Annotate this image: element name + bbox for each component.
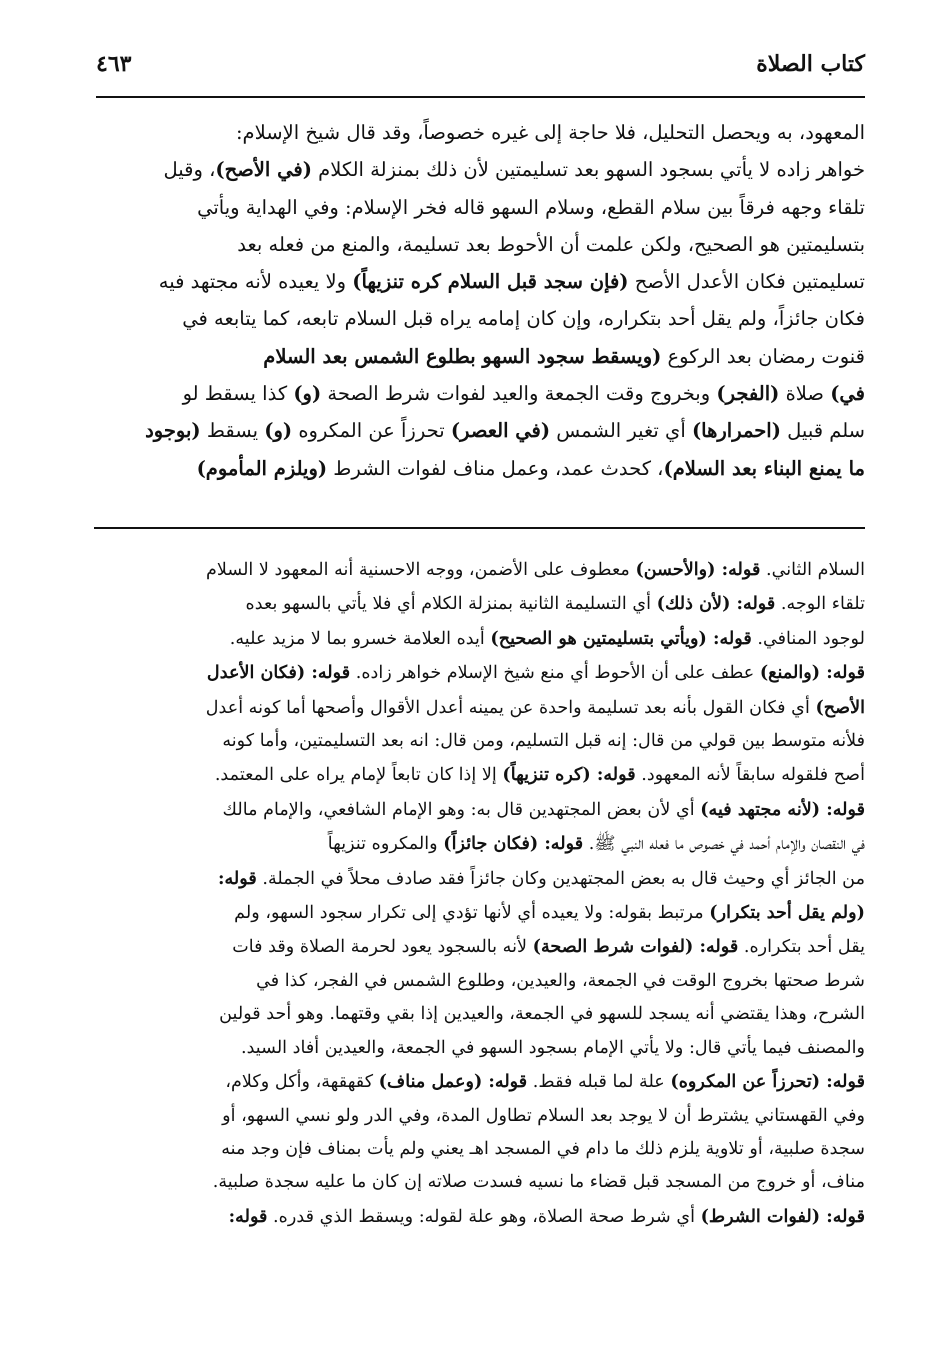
bold-segment: (في العصر) [450,419,551,443]
commentary-line [94,1166,865,1199]
text-segment: صلاة [779,382,831,406]
running-title: كتاب الصلاة [756,51,865,77]
commentary-line [94,998,865,1031]
commentary-line [94,656,865,690]
commentary-line [94,622,865,656]
page-number: ٤٦٣ [96,51,132,77]
main-line [94,338,865,375]
main-text [94,114,865,487]
text-segment: ولا يعيده لأنه مجتهد فيه [158,270,353,294]
text-segment: معطوف على الأضمن، ووجه الاحسنية أنه المعهود لا السلام [205,560,636,580]
bold-segment: (احمرارها) [691,419,781,443]
commentary-line [94,758,865,792]
text-segment: أي لأن بعض المجتهدين قال به: وهو الإمام الشافعي، والإمام مالك [222,799,701,820]
text-segment: وبخروج وقت الجمعة والعيد لفوات شرط الصحة [321,382,717,406]
bold-segment: قوله: [228,1205,268,1227]
bold-segment: (ويلزم المأموم) [196,456,328,480]
text-segment: أي التسليمة الثانية بمنزلة الكلام أي فلا يأتي بالسهو بعده [245,594,657,615]
bold-segment: (بوجود [145,419,201,443]
main-line [94,450,865,487]
text-segment: ، وقيل [163,158,216,182]
bold-segment: قوله: (لفوات شرط الصحة) [532,936,739,958]
bold-segment: قوله: (والأحسن) [635,559,761,580]
commentary-line [94,827,865,861]
text-segment: سلم قبيل [780,419,865,443]
bold-segment: قوله: (ويأتي بتسليمتين هو الصحيح) [490,627,752,649]
commentary-line [94,862,865,896]
bold-segment: في) [830,382,865,406]
header-rule [96,96,865,98]
commentary-line [94,965,865,998]
text-segment: أي فكان القول بأنه بعد تسليمة واحدة عن يمينه أعدل الأقوال وأصحها أما كونه أعدل [205,697,816,718]
text-segment: خواهر زاده لا يأتي بسجود السهو بعد تسليمتين لأن ذلك بمنزلة الكلام [311,158,865,182]
bold-segment: قوله: (لفوات الشرط) [700,1205,865,1227]
text-segment: والمكروه تنزيهاً [327,834,444,855]
bold-segment: (الفجر) [716,382,780,406]
text-segment: تحرزاً عن المكروه [292,419,451,443]
commentary-text [94,553,865,1234]
text-segment: أيده العلامة خسرو بما لا مزيد عليه. [229,628,491,649]
text-segment: بتسليمتين هو الصحيح، ولكن علمت أن الأحوط بعد تسليمة، والمنع من فعله بعد [237,232,865,256]
bold-segment: (ولم يقل أحد بتكرار) [709,902,865,924]
bold-segment: (و) [264,419,293,443]
text-segment: السلام الثاني. [760,560,865,580]
commentary-line [94,1065,865,1099]
text-segment: عطف على أن الأحوط أي منع شيخ الإسلام خواهر زاده. [350,663,760,684]
text-segment: تلقاء وجهه فرقاً بين سلام القطع، وسلام السهو قاله فخر الإسلام: وفي الهداية ويأتي [197,195,865,219]
bold-segment: (و) [293,382,322,406]
commentary-line [94,587,865,621]
commentary-line [94,896,865,930]
bold-segment: قوله: (لأنه مجتهد فيه) [700,798,865,820]
text-segment: يقل أحد بتكراره. [738,937,865,958]
text-segment: من الجائز أي وحيث قال به بعض المجتهدين وكان جائزاً فقد صادف محلاً في الجملة. [256,868,865,889]
bold-segment: قوله: (فكان الأعدل [206,662,351,684]
commentary-line [94,1133,865,1166]
bold-segment: (ويسقط سجود السهو بطلوع الشمس بعد السلام [263,344,662,368]
bold-segment: قوله: (تحرزاً عن المكروه) [670,1071,865,1093]
main-line [94,151,865,188]
bold-segment: (في الأصح) [215,158,312,182]
text-segment: علة لما قبله فقط. [527,1072,671,1093]
bold-segment: (فإن سجد قبل السلام كره تنزيهاً) [352,270,629,294]
main-line [94,263,865,300]
text-segment: مرتبط بقوله: ولا يعيده أي لأنها تؤدي إلى تكرار سجود السهو، ولم [234,903,710,924]
text-segment: فلأنه متوسط بين قولي من قال: إنه قبل التسليم، ومن قال: انه بعد التسليمتين، وأما كونه [222,731,865,752]
text-segment: تلقاء الوجه. [775,594,865,615]
text-segment: سجدة صلبية، أو تلاوية يلزم ذلك ما دام في المسجد اهـ يعني ولم يأت بمناف فإن وجد منه [221,1138,865,1159]
text-segment: قنوت رمضان بعد الركوع [661,344,865,368]
text-segment: وفي القهستاني يشترط أن لا يوجد بعد السلام تطاول المدة، وفي الدر ولو نسي السهو، أو [222,1105,865,1126]
bold-segment: قوله: (وعمل مناف) [378,1071,528,1093]
commentary-line [94,553,865,587]
commentary-line [94,793,865,827]
text-segment: الشرح، وهذا يقتضي أنه يسجد للسهو في الجمعة، والعيدين إذا بقي وقتهما. وهو أحد قولين [219,1004,865,1025]
text-segment: كذا يسقط لو [182,382,294,406]
main-line [94,226,865,263]
text-segment: تسليمتين فكان الأعدل الأصح [628,270,865,294]
commentary-line [94,725,865,758]
text-segment: إلا إذا كان تابعاً لإمام يراه على المعتمد. [214,765,503,786]
text-segment: أصح فلقوله سابقاً لأنه المعهود. [635,765,865,786]
text-segment: لوجود المنافي. [751,628,865,649]
commentary-line [94,1032,865,1065]
bold-segment: قوله: (لأن ذلك) [656,593,776,615]
text-segment: ، كحدث عمد، وعمل مناف لفوات الشرط [327,456,664,480]
text-segment: فكان جائزاً، ولم يقل أحد بتكراره، وإن كان إمامه يراه قبل السلام تابعه، كما يتابعه في [182,307,865,331]
text-segment: في النقصان والإمام أحمد في خصوص ما فعله النبي ﷺ. [583,834,865,855]
text-segment: المعهود، به ويحصل التحليل، فلا حاجة إلى غيره خصوصاً، وقد قال شيخ الإسلام: [235,121,865,144]
commentary-line [94,691,865,725]
bold-segment: ما يمنع البناء بعد السلام) [663,456,865,480]
commentary-line [94,1100,865,1133]
bold-segment: الأصح) [815,696,865,718]
text-segment: يسقط [200,419,265,443]
footnote-separator [94,527,865,529]
commentary-line [94,1200,865,1234]
bold-segment: قوله: (والمنع) [759,662,865,684]
main-line [94,412,865,449]
main-line [94,375,865,412]
text-segment: كقهقهة، وأكل وكلام، [225,1072,379,1093]
bold-segment: قوله: (فكان جائزاً) [443,833,584,855]
text-segment: لأنه بالسجود يعود لحرمة الصلاة وقد فات [232,937,533,958]
main-line [94,189,865,226]
text-segment: شرط صحتها بخروج الوقت في الجمعة، والعيدين، وطلوع الشمس في الفجر، كذا في [256,970,865,991]
page-header [96,44,865,84]
commentary-line [94,930,865,964]
main-line [94,114,865,151]
main-line [94,300,865,337]
bold-segment: قوله: (كره تنزيهاً) [502,764,636,786]
bold-segment: قوله: [217,867,257,889]
text-segment: مناف، أو خروج من المسجد قبل قضاء ما نسيه فسدت صلاته إن كان ما عليه سجدة صلبية. [212,1172,865,1193]
text-segment: أي شرط صحة الصلاة، وهو علة لقوله: ويسقط الذي قدره. [267,1206,701,1227]
text-segment: أي تغير الشمس [550,419,692,443]
text-segment: والمصنف فيما يأتي قال: ولا يأتي الإمام بسجود السهو في الجمعة، والعيدين أفاد السيد. [240,1037,865,1058]
